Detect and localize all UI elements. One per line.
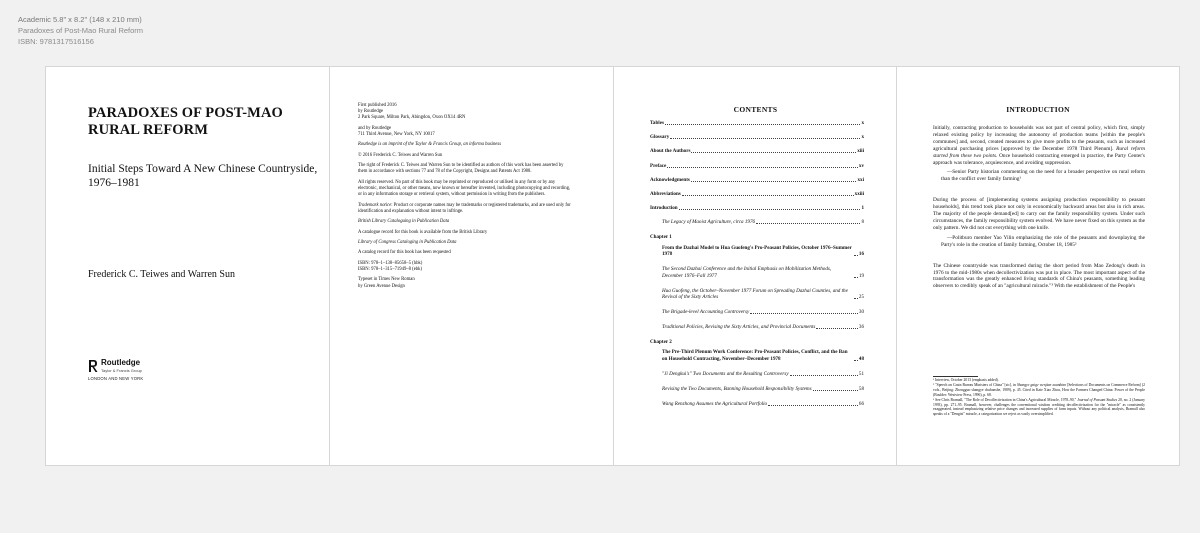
contents-heading: CONTENTS xyxy=(733,105,778,114)
introduction-page xyxy=(896,66,1180,466)
copyright-line: A catalog record for this book has been requested xyxy=(358,250,451,256)
copyright-line: First published 2016 by Routledge 2 Park Square, Milton Park, Abingdon, Oxon OX14 4RN xyxy=(358,103,466,121)
publisher-group: Taylor & Francis Group xyxy=(101,368,142,373)
book-title-meta: Paradoxes of Post-Mao Rural Reform xyxy=(18,26,144,35)
copyright-line: Library of Congress Cataloging in Publication Data xyxy=(358,239,457,245)
book-authors: Frederick C. Teiwes and Warren Sun xyxy=(88,269,235,280)
body-paragraph: The Chinese countryside was transformed during the short period from Mao Zedong's death in 1976 to the mid-1980s when decollectivization was put in place. The most important aspect of the transformation was the greatly enhanced living standards of China's peasants, something leading observers to credibly speak of an "agricultural miracle."³ With the establishment of the People's xyxy=(933,262,1145,290)
copyright-line: British Library Cataloguing in Publication Data xyxy=(358,219,450,225)
epigraph-attribution-1: —Senior Party historian commenting on the need for a broader perspective on rural reform than the conflict over family farming¹ xyxy=(941,169,1145,183)
copyright-line: Routledge is an imprint of the Taylor & Francis Group, an informa business xyxy=(358,142,502,148)
toc-entry[interactable]: Glossary x xyxy=(650,134,864,141)
toc-chapter-title[interactable]: The Pre-Third Plenum Work Conference: Pro-Peasant Policies, Conflict, and the Ban on Household Contracting, November–December 1978 48 xyxy=(662,349,864,362)
copyright-line: The right of Frederick C. Teiwes and Warren Sun to be identified as authors of this work has been asserted by them in accordance with sections 77 and 78 of the Copyright, Designs and Patents Act 1988. xyxy=(358,163,564,175)
toc-subentry[interactable]: The Second Dazhai Conference and the Initial Emphasis on Mobilization Methods, December 1976–Fall 1977 19 xyxy=(662,266,864,279)
copyright-line: ISBN: 978–1–138–85658–5 (hbk) ISBN: 978–1–315–71949–8 (ebk) xyxy=(358,260,423,272)
book-title: PARADOXES OF POST-MAO RURAL REFORM xyxy=(88,105,283,138)
toc-subentry[interactable]: The Brigade-level Accounting Controversy 30 xyxy=(662,309,864,316)
toc-subentry[interactable]: The Legacy of Maoist Agriculture, circa 1976 8 xyxy=(662,219,864,226)
footnote-1: ¹ Interview, October 2013 (emphasis added). xyxy=(933,378,999,382)
introduction-heading: INTRODUCTION xyxy=(1006,105,1070,114)
proof-metadata xyxy=(18,14,143,47)
contents-page xyxy=(613,66,897,466)
routledge-r-icon xyxy=(88,359,98,373)
footnote-rule xyxy=(933,376,978,377)
toc-chapter-title[interactable]: From the Dazhai Model to Hua Guofeng's Pro-Peasant Policies, October 1976–Summer 1978 16 xyxy=(662,244,864,258)
publisher-city: LONDON AND NEW YORK xyxy=(88,376,144,381)
trim-size: Academic 5.8" x 8.2" (148 x 210 mm) xyxy=(18,15,142,24)
copyright-line: Trademark notice: Product or corporate names may be trademarks or registered trademarks, and are used only for identification and explanation without intent to infringe. xyxy=(358,202,571,214)
copyright-line: Typeset in Times New Roman by Green Avenue Design xyxy=(358,277,415,289)
copyright-line: All rights reserved. No part of this book may be reprinted or reproduced or utilised in any form or by any electronic, mechanical, or other means, now known or hereafter invented, including photocopying and recording, or in any information storage or retrieval system, without permission in writing from the publishers. xyxy=(358,179,571,198)
toc-subentry[interactable]: Wang Renzhong Assumes the Agricultural Portfolio 66 xyxy=(662,400,864,407)
copyright-line: © 2016 Frederick C. Teiwes and Warren Sun xyxy=(358,152,443,158)
toc-subentry[interactable]: Revising the Two Documents, Banning Household Responsibility Systems 58 xyxy=(662,385,864,392)
book-subtitle: Initial Steps Toward A New Chinese Countryside, 1976–1981 xyxy=(88,163,318,189)
copyright-page xyxy=(329,66,614,466)
toc-entry[interactable]: Preface xv xyxy=(650,162,864,169)
toc-entry[interactable]: Tables x xyxy=(650,120,864,126)
toc-subentry[interactable]: Hua Guofeng, the October–November 1977 Forum on Spreading Dazhai Counties, and the Revival of the Sixty Articles 25 xyxy=(662,287,864,301)
title-page xyxy=(45,66,330,466)
toc-entry[interactable]: About the Authors xiii xyxy=(650,148,864,155)
footnote-2: ² "Speech on Grain Bureau Ministers of China" [sic], in Shangye gaige wenjian xuanbian [Selections of Documents on Commerce Reform] (2 vols., Beijing: Zhongguo shangye chubanshe, 1989), p. 45. Cited in Kate Xiao Zhou, How the Farmers Changed China: Power of the People (Boulder: Westview Press, 1996), p. 68. xyxy=(933,382,1145,397)
toc-chapter-label: Chapter 1 xyxy=(650,234,672,241)
introduction-body xyxy=(933,125,1145,290)
publisher-name: Routledge xyxy=(101,358,141,367)
toc-entry[interactable]: Introduction 1 xyxy=(650,205,864,212)
toc-subentry[interactable]: "Ji Dengkui's" Two Documents and the Resulting Controversy 51 xyxy=(662,370,864,377)
table-of-contents xyxy=(650,120,864,416)
epigraph-1: Initially, contracting production to households was not part of central policy, which first, simply relaxed existing policy by increasing the autonomy of production teams [within the people's communes] and, second, created measures to give more profits to the peasants, such as increased agricultural purchasing prices [approved by the December 1978 Third Plenum]. Rural reform started from these two points. Once household contracting emerged in practice, the Party Center's approach was tolerance, acquiescence, and avoiding suppression. xyxy=(933,125,1145,166)
epigraph-2: During the process of [implementing systems assigning production responsibility to peasant households], this trend took place not only in economically backward areas but also in rich areas. The majority of the people demand[ed] to carry out the family responsibility system. Under such circumstances, the family responsibility system evolved. We have never fixed on this system as the only pattern. We did not cut everything with one knife. xyxy=(933,197,1145,231)
copyright-line: and by Routledge 711 Third Avenue, New York, NY 10017 xyxy=(358,125,435,137)
toc-entry[interactable]: Abbreviations xxiii xyxy=(650,191,864,198)
footnotes xyxy=(933,378,1145,417)
epigraph-attribution-2: —Politburo member Yao Yilin emphasizing the role of the peasants and downplaying the Party's role in the creation of family farming, October 18, 1985² xyxy=(941,234,1145,248)
isbn-meta: ISBN: 9781317516156 xyxy=(18,37,94,46)
toc-entry[interactable]: Acknowledgments xxi xyxy=(650,176,864,183)
copyright-line: A catalogue record for this book is available from the British Library xyxy=(358,229,488,235)
copyright-text xyxy=(358,103,573,294)
toc-chapter-label: Chapter 2 xyxy=(650,339,672,346)
toc-subentry[interactable]: Traditional Policies, Revising the Sixty Articles, and Provincial Documents 36 xyxy=(662,324,864,331)
footnote-3: ³ See Chris Bramall, "The Role of Decollectivisation in China's Agricultural Miracle, 1978–90," Journal of Peasant Studies 20, no. 2 (January 1993), pp. 271–95. Bramall, however, challenges the conventional wisdom crediting decollectivization for the "miracle" as consistently exaggerated, instead emphasizing relative price changes and increased supplies of farm inputs. Without any political analysis, Bramall also speaks of a "Dengist" miracle, a categorization we reject as vastly oversimplified. xyxy=(933,397,1145,417)
